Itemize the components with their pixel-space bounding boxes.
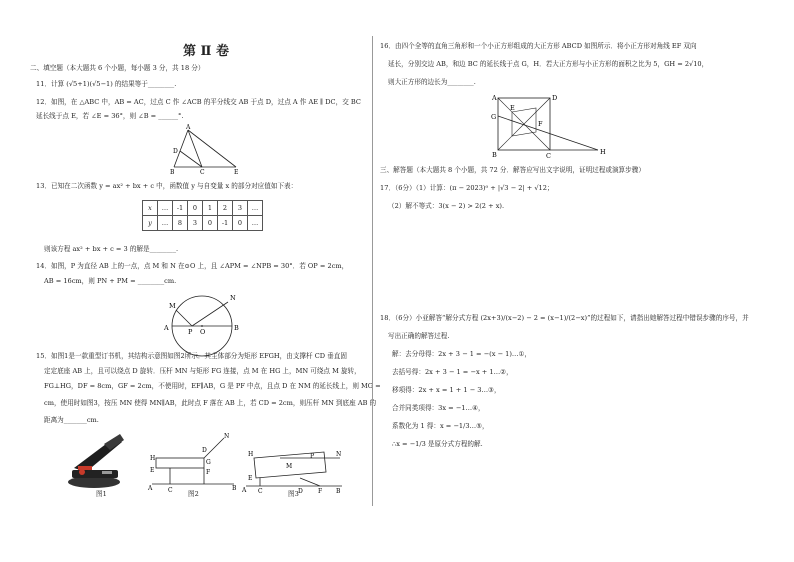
label-N: N [224,433,230,440]
label-A: A [242,487,247,494]
label-E: E [150,467,155,474]
q18-step-3: 移项得：2x + x = 1 + 1 − 3…③， [392,386,501,394]
label-H: H [150,455,156,462]
label-D: D [173,148,178,155]
label-B: B [234,324,239,332]
value-table-q13 [142,200,263,231]
label-B: B [492,151,497,159]
label-C: C [168,487,173,492]
table-row-y [143,216,263,231]
question-12-line1: 12．如图，在 △ABC 中，AB = AC，过点 C 作 ∠ACB 的平分线交 AB 于点 D，过点 A 作 AE ∥ DC，交 BC [36,98,361,106]
label-B: B [170,169,175,174]
label-F: F [206,469,211,476]
table-cell: -1 [218,216,233,231]
q18-step-6: ∴x = −1/3 是原分式方程的解. [392,440,483,448]
label-A: A [186,124,191,131]
label-A: A [148,485,153,492]
q18-step-2: 去括号得：2x + 3 − 1 = −x + 1…②， [392,368,513,376]
label-C: C [546,152,551,160]
table-header-x: x [143,201,158,216]
table-cell: 0 [203,216,218,231]
question-15-line2: 定定底座 AB 上，且可以绕点 D 旋转．压杆 MN 与矩形 FG 连接，点 M 在 HG 上，MN 可绕点 M 旋转， [44,367,361,375]
label-M: M [286,463,293,470]
label-P: P [310,453,315,460]
label-C: C [200,169,205,174]
square-figure-q16 [488,92,620,160]
question-14-line1: 14．如图，P 为直径 AB 上的一点，点 M 和 N 在⊙O 上，且 ∠APM = ∠NPB = 30°．若 OP = 2cm， [36,262,349,270]
table-cell: 1 [203,201,218,216]
triangle-figure-q12 [160,124,270,174]
label-G: G [206,459,211,466]
label-N: N [230,294,236,302]
label-A: A [492,94,497,102]
label-B: B [336,488,341,494]
question-15-line1: 15．如图1是一款重型订书机，其结构示意图如图2所示．其主体部分为矩形 EFGH，由支撑杆 CD 垂直固 [36,352,347,360]
question-17-part2: （2）解不等式：3(x − 2) > 2(2 + x). [388,202,505,210]
table-cell: 2 [218,201,233,216]
question-18-line2: 写出正确的解答过程. [388,332,450,340]
table-cell: 3 [233,201,248,216]
question-13-line1: 13．已知在二次函数 y = ax² + bx + c 中，函数值 y 与自变量 x 的部分对应值如下表： [36,182,298,190]
table-cell: 0 [233,216,248,231]
label-O: O [200,328,206,336]
q18-step-5: 系数化为 1 得：x = −1/3…⑤， [392,422,489,430]
question-16-line1: 16．由四个全等的直角三角形和一个小正方形组成的大正方形 ABCD 如图所示．将小正方形对角线 EF 双向 [380,42,697,50]
question-12-line2: 延长线于点 E，若 ∠E = 36°，则 ∠B = ______°. [36,112,184,120]
label-H: H [600,148,606,156]
solve-section-header: 三、解答题（本大题共 8 个小题，共 72 分．解答应写出文字说明，证明过程或演算步骤） [380,166,645,174]
label-D: D [202,447,207,454]
label-E: E [234,169,239,174]
table-cell: 3 [188,216,203,231]
label-N: N [336,451,342,458]
label-P: P [188,328,193,336]
question-17-part1: 17．（6分）（1）计算：(π − 2023)⁰ + |√3 − 2| + √12； [380,184,554,192]
label-C: C [258,488,263,494]
label-D: D [552,94,558,102]
table-cell: 8 [173,216,188,231]
question-15-line3: FG⊥HG，DF = 8cm，GF = 2cm，不使用时，EF∥AB，G 是 PF 中点，且点 D 在 NM 的延长线上，则 MG = [44,382,381,390]
question-16-line3: 则大正方形的边长为________. [388,78,476,86]
figure-2-caption: 图2 [188,490,199,498]
stapler-diagram-fig2 [144,430,240,492]
question-15-line5: 距离为_______cm. [44,416,99,424]
label-F: F [538,120,543,128]
column-divider [372,36,373,506]
label-D: D [298,488,303,494]
table-row-x [143,201,263,216]
question-15-line4: cm，使用时如图3，按压 MN 使得 MN∥AB，此时点 F 落在 AB 上，若 CD = 2cm，则压杆 MN 到底座 AB 的 [44,399,377,407]
table-cell: … [248,201,263,216]
table-cell: -1 [173,201,188,216]
label-E: E [248,475,253,482]
figure-3-caption: 图3 [288,490,299,498]
label-G: G [491,113,497,121]
label-A: A [164,324,169,332]
label-F: F [318,488,323,494]
stapler-illustration [62,430,134,494]
circle-figure-q14 [158,290,248,360]
fill-section-header: 二、填空题（本大题共 6 个小题，每小题 3 分，共 18 分） [30,64,205,72]
table-cell: … [158,201,173,216]
question-16-line2: 延长，分别交边 AB，和边 BC 的延长线于点 G，H．若大正方形与小正方形的面积之比为 5，GH = 2√10， [388,60,709,68]
label-M: M [169,302,176,310]
q18-step-4: 合并同类项得：3x = −1…④， [392,404,485,412]
question-11: 11．计算 (√5+1)(√5−1) 的结果等于________. [36,80,177,88]
q18-step-1: 解：去分母得：2x + 3 − 1 = −(x − 1)…①， [392,350,532,358]
section-title: 第 Ⅱ 卷 [183,44,230,59]
label-B: B [232,485,237,492]
table-cell: … [158,216,173,231]
figure-1-caption: 图1 [96,490,107,498]
table-cell: 0 [188,201,203,216]
table-cell: … [248,216,263,231]
stapler-diagram-fig3 [240,438,346,494]
question-13-line2: 则该方程 ax² + bx + c = 3 的解是________. [44,245,179,253]
table-header-y: y [143,216,158,231]
question-14-line2: AB = 16cm，则 PN + PM = ________cm. [44,277,177,285]
label-E: E [510,104,515,112]
question-18-line1: 18．（6分）小亚解答“解分式方程 (2x+3)/(x−2) − 2 = (x−1)/(2−x)”的过程如下，请指出她解答过程中错误步骤的序号，并 [380,314,749,322]
label-H: H [248,451,254,458]
